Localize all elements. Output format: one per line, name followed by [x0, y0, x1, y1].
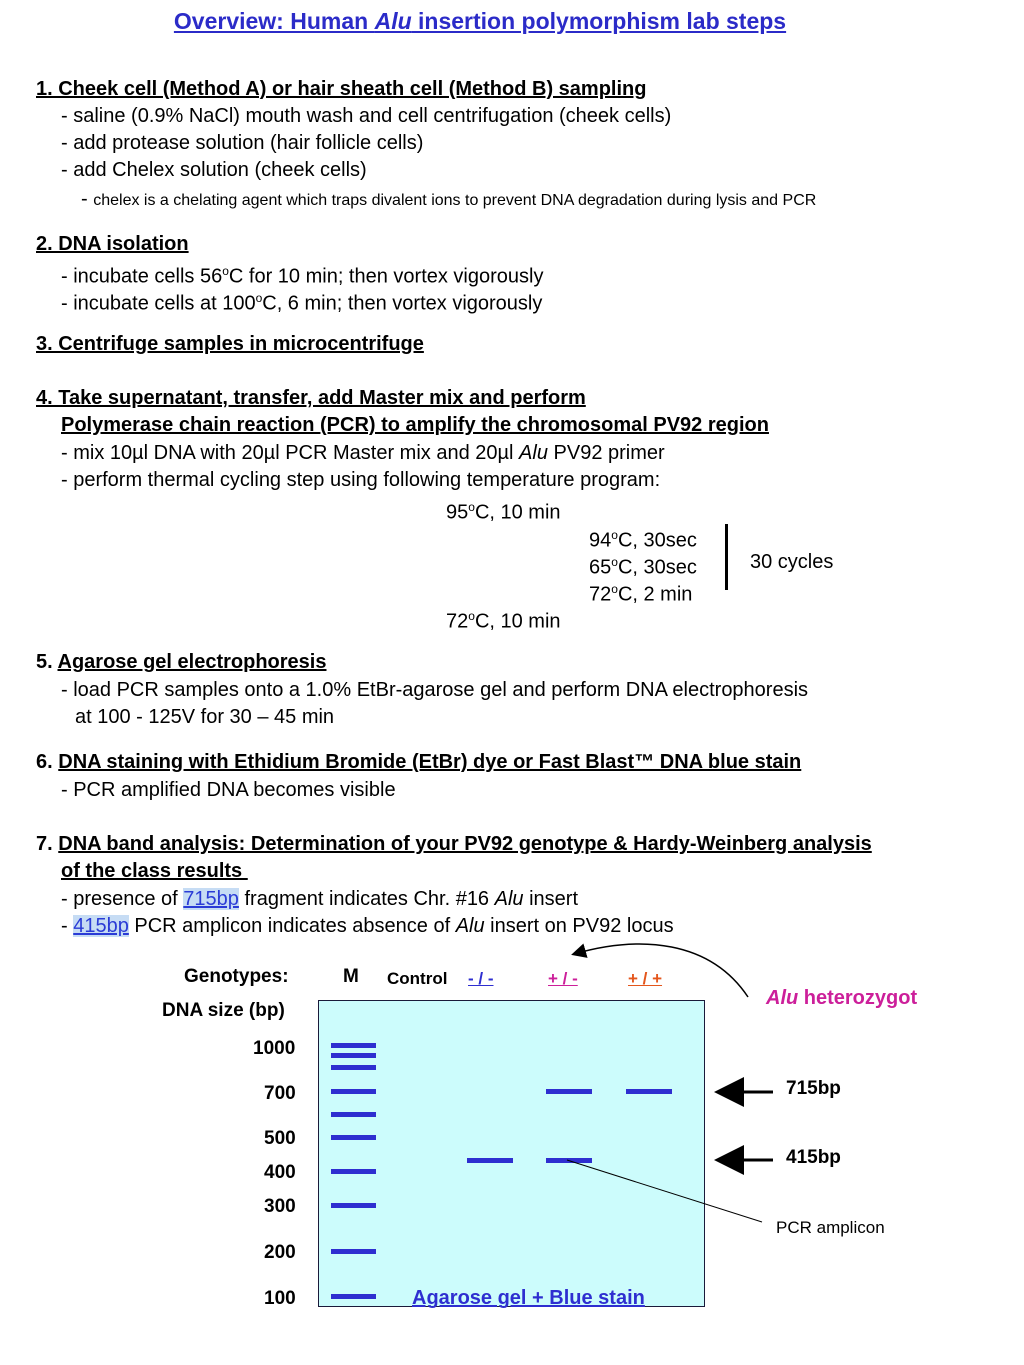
step-1-note: - chelex is a chelating agent which traps divalent ions to prevent DNA degradation during lysis and PCR — [81, 188, 817, 210]
page-title: Overview: Human Alu insertion polymorphism lab steps — [173, 8, 787, 34]
thermal-step: 95$^o$C, 10 min — [446, 500, 561, 524]
band-715-label: 715bp — [786, 1078, 841, 1099]
genotype-heterozygous: + / - — [548, 969, 578, 988]
genotypes-label: Genotypes: — [184, 966, 289, 987]
size-label: 300 — [264, 1196, 296, 1217]
size-label: 1000 — [253, 1038, 296, 1059]
size-label: 700 — [264, 1083, 296, 1104]
band-415-label: 415bp — [786, 1147, 841, 1168]
step-1-line: - add protease solution (hair follicle cells) — [61, 132, 424, 154]
step-4-line: - perform thermal cycling step using following temperature program: — [61, 469, 661, 491]
control-label: Control — [387, 969, 448, 988]
415bp-link[interactable]: 415bp — [73, 915, 129, 937]
step-4-heading: 4. Take supernatant, transfer, add Master mix and perform — [36, 387, 586, 409]
pcr-amplicon-leader — [567, 1160, 762, 1222]
thermal-step: 72$^o$C, 10 min — [446, 609, 561, 633]
step-1-heading: 1. Cheek cell (Method A) or hair sheath cell (Method B) sampling — [36, 78, 647, 100]
step-6-line: - PCR amplified DNA becomes visible — [61, 779, 396, 801]
step-2-line: - incubate cells at 100$^o$C, 6 min; then vortex vigorously — [61, 291, 543, 315]
thermal-step: 72$^o$C, 2 min — [589, 582, 693, 606]
dna-size-label: DNA size (bp) — [162, 1000, 285, 1021]
step-7-line: - 415bp PCR amplicon indicates absence of Alu insert on PV92 locus — [61, 915, 674, 937]
step-1-line: - add Chelex solution (cheek cells) — [61, 159, 367, 181]
cycles-label: 30 cycles — [750, 551, 834, 573]
marker-label: M — [343, 966, 359, 987]
step-1-line: - saline (0.9% NaCl) mouth wash and cell centrifugation (cheek cells) — [61, 105, 672, 127]
step-7-line: - presence of 715bp fragment indicates Chr. #16 Alu insert — [61, 888, 578, 910]
gel-caption: Agarose gel + Blue stain — [412, 1287, 645, 1309]
size-label: 500 — [264, 1128, 296, 1149]
step-6-heading: 6. DNA staining with Ethidium Bromide (EtBr) dye or Fast Blast™ DNA blue stain — [36, 751, 802, 773]
step-5-heading: 5. Agarose gel electrophoresis — [36, 651, 327, 673]
step-2-line: - incubate cells 56$^o$C for 10 min; then vortex vigorously — [61, 264, 544, 288]
step-3-heading: 3. Centrifuge samples in microcentrifuge — [36, 333, 424, 355]
pcr-amplicon-label: PCR amplicon — [776, 1218, 885, 1237]
size-label: 400 — [264, 1162, 296, 1183]
step-5-line: at 100 - 125V for 30 – 45 min — [75, 706, 335, 728]
genotype-homozygous-absent: - / - — [468, 969, 494, 988]
step-4-line: - mix 10µl DNA with 20µl PCR Master mix and 20µl Alu PV92 primer — [61, 442, 665, 464]
step-5-line: - load PCR samples onto a 1.0% EtBr-agarose gel and perform DNA electrophoresis — [61, 679, 809, 701]
size-label: 200 — [264, 1242, 296, 1263]
715bp-link[interactable]: 715bp — [183, 888, 239, 910]
step-7-heading-cont: of the class results — [61, 860, 248, 882]
step-7-heading: 7. DNA band analysis: Determination of your PV92 genotype & Hardy-Weinberg analysis — [36, 833, 872, 855]
thermal-step: 65$^o$C, 30sec — [589, 555, 697, 579]
step-4-heading-cont: Polymerase chain reaction (PCR) to amplify the chromosomal PV92 region — [61, 414, 769, 436]
heterozygot-arrow — [574, 944, 748, 997]
heterozygot-label: Alu heterozygot — [766, 987, 918, 1009]
genotype-homozygous-present: + / + — [628, 969, 663, 988]
size-label: 100 — [264, 1288, 296, 1309]
thermal-step: 94$^o$C, 30sec — [589, 528, 697, 552]
step-2-heading: 2. DNA isolation — [36, 233, 189, 255]
